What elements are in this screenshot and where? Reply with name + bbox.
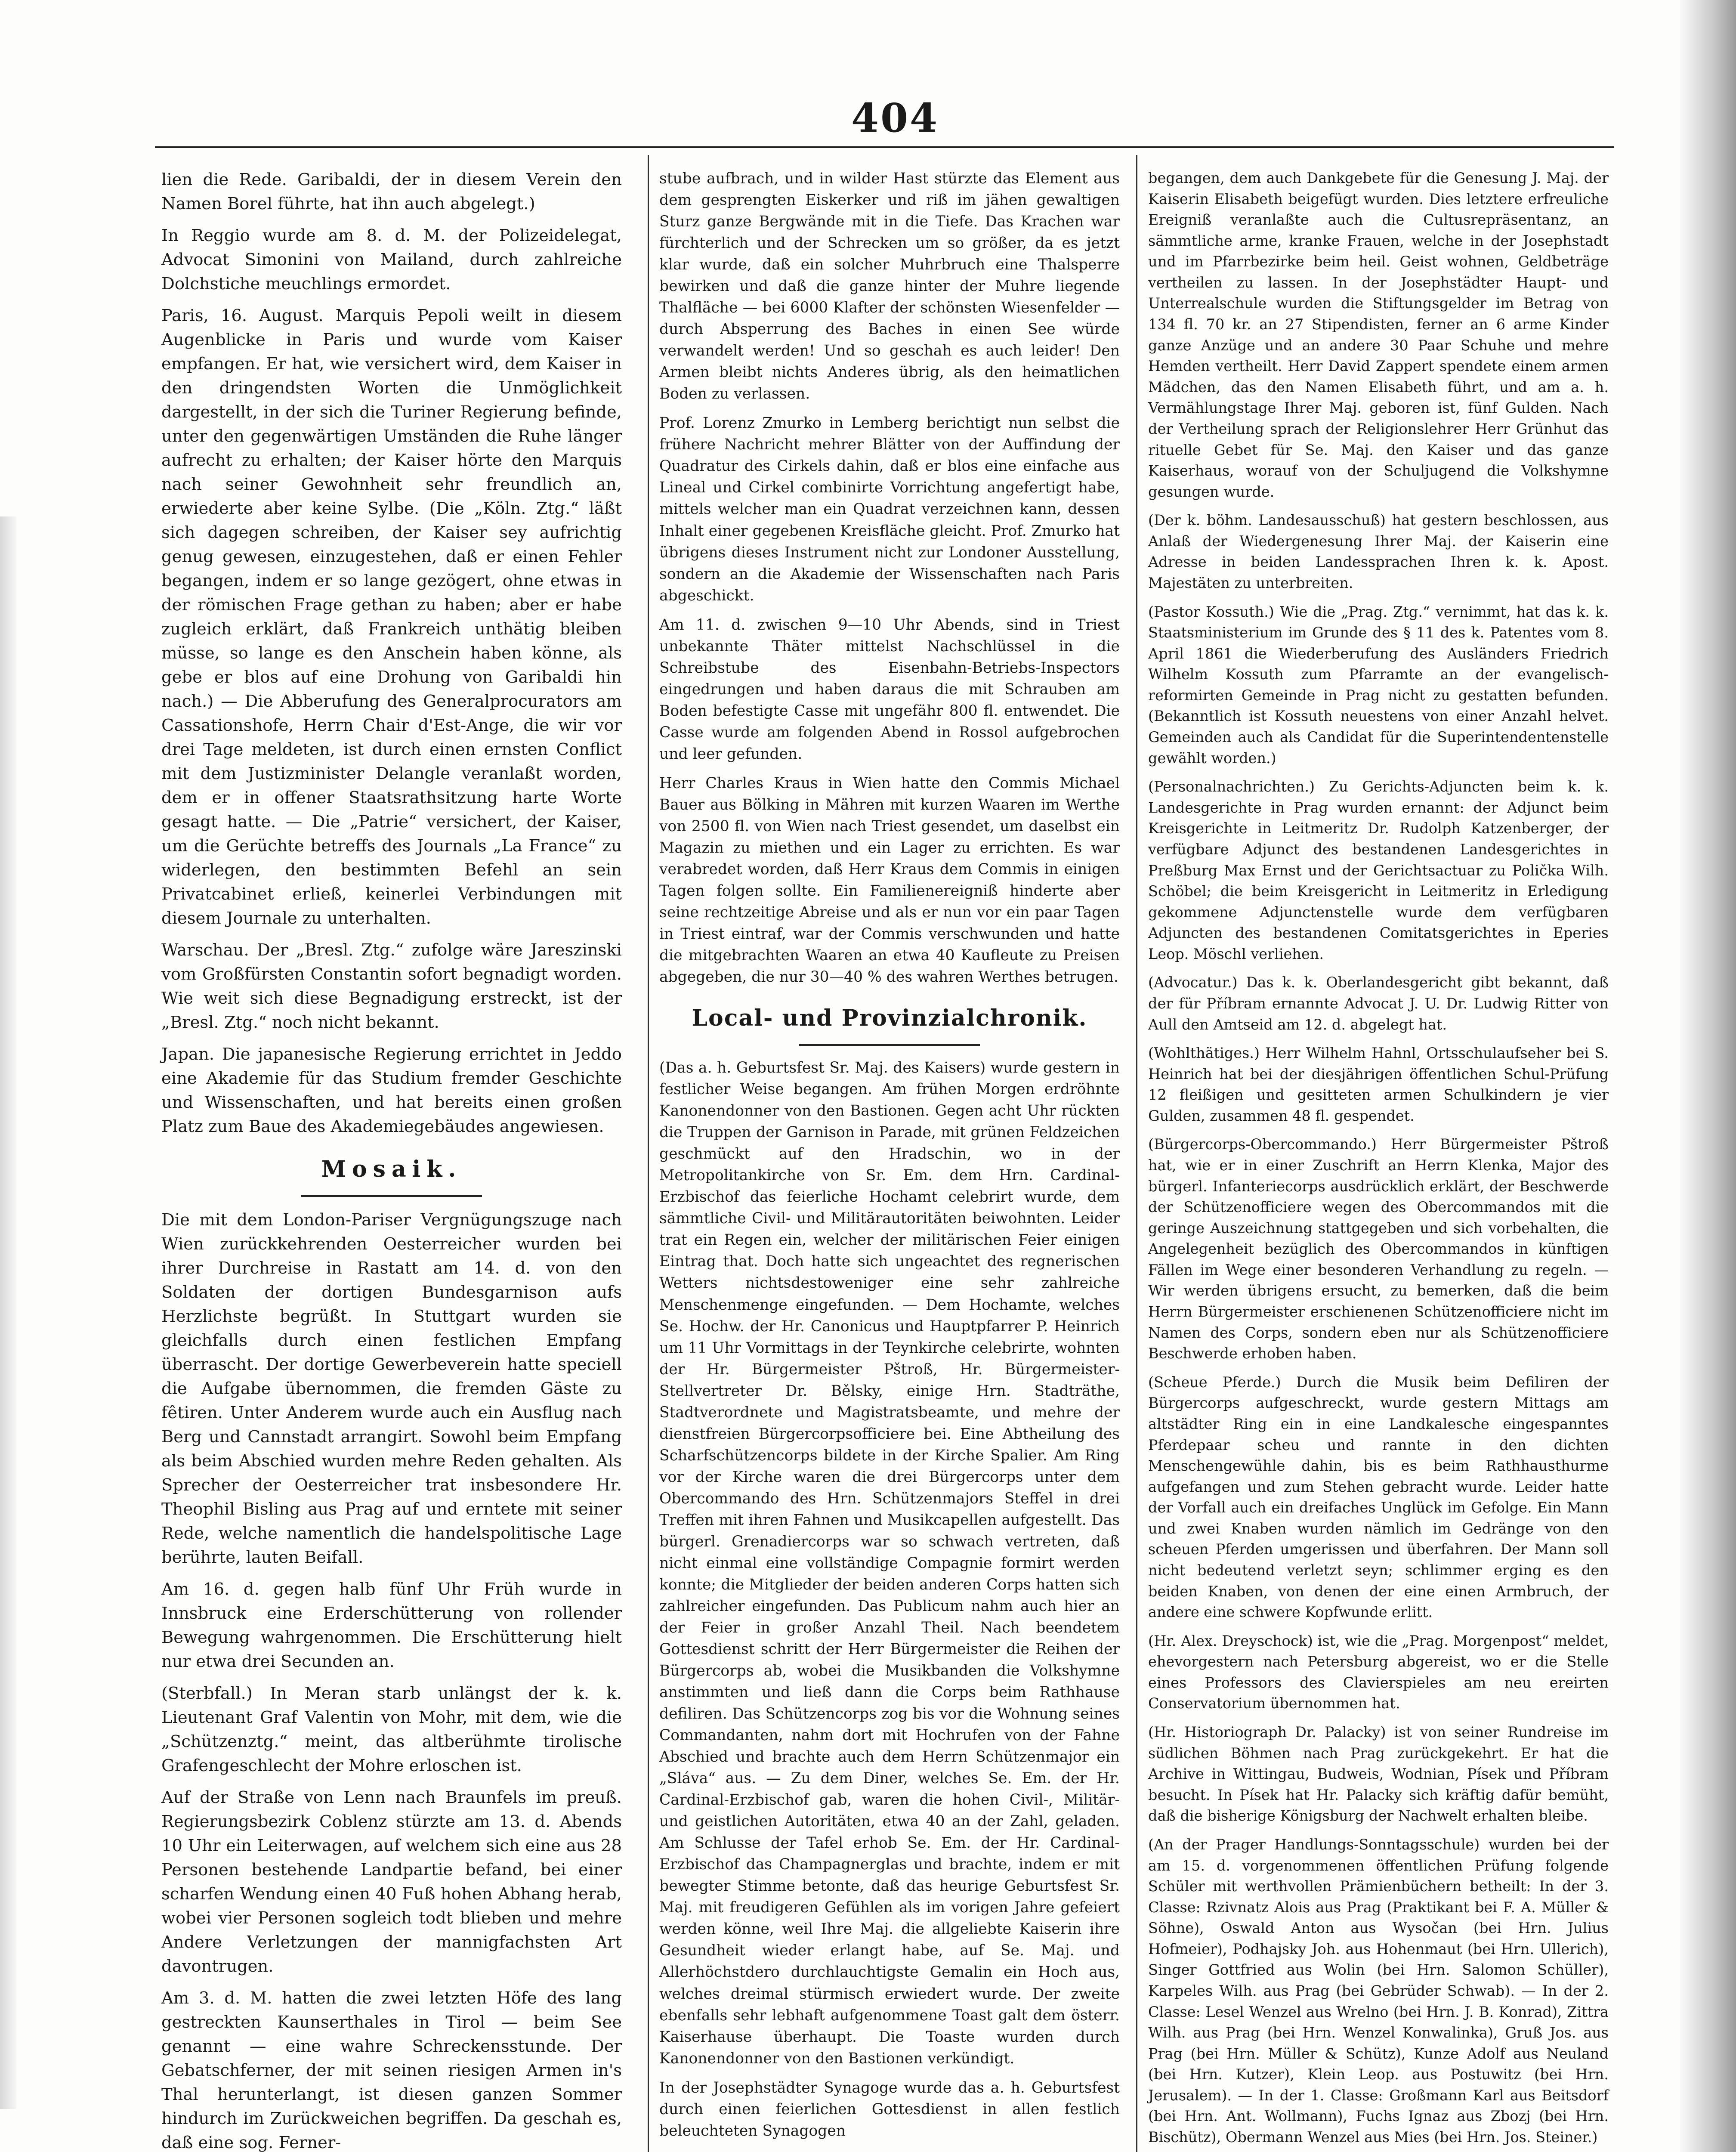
article-paragraph: Prof. Lorenz Zmurko in Lemberg berichtigt nun selbst die frühere Nachricht mehrer Blätter von der Auffindung der Quadratur des Cirkels dahin, daß er blos eine einfache aus Lineal und Cirkel combinirte Vorrichtung angefertigt habe, mittels welcher man ein Quadrat verzeichnen kann, dessen Inhalt einer gegebenen Kreisfläche gleicht. Prof. Zmurko hat übrigens dieses Instrument nicht zur Londoner Ausstellung, sondern an die Akademie der Wissenschaften nach Paris abgeschickt. (659, 414, 1120, 604)
article-paragraph: Am 16. d. gegen halb fünf Uhr Früh wurde in Innsbruck eine Erderschütterung von rollender Bewegung wahrgenommen. Die Erschütterung hielt nur etwa drei Secunden an. (161, 1580, 622, 1671)
heading-rule (799, 1044, 980, 1046)
page-number: 404 (851, 95, 939, 141)
article-paragraph: (Pastor Kossuth.) Wie die „Prag. Ztg.“ vernimmt, hat das k. k. Staatsministerium im Grunde des § 11 des k. Patentes vom 8. April 1861 die Wiederberufung des Ausländers Friedrich Wilhelm Kossuth zum Pfarramte an der evangelisch-reformirten Gemeinde in Prag nicht zu gestatten befunden. (Bekanntlich ist Kossuth neuestens von einer Anzahl helvet. Gemeinden auch als Candidat für die Superintendentenstelle gewählt worden.) (1148, 603, 1609, 767)
article-paragraph: begangen, dem auch Dankgebete für die Genesung J. Maj. der Kaiserin Elisabeth beigefügt wurden. Dies letztere erfreuliche Ereigniß veranlaßte auch die Cultusrepräsentanz, an sämmtliche arme, kranke Frauen, welche in der Josephstadt und im Pfarrbezirke beim heil. Geist wohnen, Geldbeträge vertheilen zu lassen. In der Josephstädter Haupt- und Unterrealschule wurden die Stiftungsgelder im Betrag von 134 fl. 70 kr. an 27 Stipendisten, ferner an 6 arme Kinder ganze Anzüge und an andere 30 Paar Schuhe und mehre Hemden vertheilt. Herr David Zappert spendete einem armen Mädchen, das den Namen Elisabeth führt, und am a. h. Vermählungstage Ihrer Maj. geboren ist, fünf Gulden. Nach der Vertheilung sprach der Religionslehrer Herr Grünhut das rituelle Gebet für Se. Maj. den Kaiser und das ganze Kaiserhaus, worauf von der Schuljugend die Volkshymne gesungen wurde. (1148, 170, 1609, 500)
column-1 (161, 168, 622, 2152)
article-paragraph: In der Josephstädter Synagoge wurde das a. h. Geburtsfest durch einen feierlichen Gottesdienst in allen festlich beleuchteten Synagogen (659, 2079, 1120, 2140)
page-edge-shadow (1680, 0, 1736, 2152)
article-paragraph: Die mit dem London-Pariser Vergnügungszuge nach Wien zurückkehrenden Oesterreicher wurden bei ihrer Durchreise in Rastatt am 14. d. von den Soldaten der dortigen Bundesgarnison aufs Herzlichste begrüßt. In Stuttgart wurden sie gleichfalls durch einen festlichen Empfang überrascht. Der dortige Gewerbeverein hatte speciell die Aufgabe übernommen, die fremden Gäste zu fêtiren. Unter Anderem wurde auch ein Ausflug nach Berg und Cannstadt arrangirt. Sowohl beim Empfang als beim Abschied wurden mehre Reden gehalten. Als Sprecher der Oesterreicher trat insbesondere Hr. Theophil Bisling aus Prag auf und erntete mit seiner Rede, welche namentlich die handelspolitische Lage berührte, lauten Beifall. (161, 1210, 622, 1567)
article-paragraph: (Bürgercorps-Obercommando.) Herr Bürgermeister Pštroß hat, wie er in einer Zuschrift an Herrn Klenka, Major des bürgerl. Infanteriecorps ausdrücklich erklärt, der Beschwerde der Schützenofficiere wegen des Obercommandos mit die geringe Auszeichnung stattgegeben und sich vorbehalten, die Angelegenheit bezüglich des Obercommandos in künftigen Fällen im Wege einer besonderen Verhandlung zu regeln. — Wir werden übrigens ersucht, zu bemerken, daß die beim Herrn Bürgermeister erschienenen Schützenofficiere nicht im Namen des Corps, sondern eben nur als Schützenofficiere Beschwerde erhoben haben. (1148, 1136, 1609, 1362)
article-paragraph: (Personalnachrichten.) Zu Gerichts-Adjuncten beim k. k. Landesgerichte in Prag wurden ernannt: der Adjunct beim Kreisgerichte in Leitmeritz Dr. Rudolph Katzenberger, der verfügbare Adjunct des bestandenen Landesgerichtes in Preßburg Max Ernst und der Gerichtsactuar zu Polička Wilh. Schöbel; die beim Kreisgericht in Leitmeritz in Erledigung gekommene Adjunctenstelle wurde dem verfügbaren Adjuncten des bestandenen Comitatsgerichtes in Eperies Leop. Möschl verliehen. (1148, 778, 1609, 962)
article-paragraph: Am 11. d. zwischen 9—10 Uhr Abends, sind in Triest unbekannte Thäter mittelst Nachschlüssel in die Schreibstube des Eisenbahn-Betriebs-Inspectors eingedrungen und haben daraus die mit Schrauben am Boden befestigte Casse mit ungefähr 800 fl. entwendet. Die Casse wurde am folgenden Abend in Rossol aufgebrochen und leer gefunden. (659, 616, 1120, 763)
column-3 (1148, 168, 1609, 2152)
article-paragraph: In Reggio wurde am 8. d. M. der Polizeidelegat, Advocat Simonini von Mailand, durch zahlreiche Dolchstiche meuchlings ermordet. (161, 226, 622, 294)
article-paragraph: (Sterbfall.) In Meran starb unlängst der k. k. Lieutenant Graf Valentin von Mohr, mit dem, wie die „Schützenztg.“ meint, das altberühmte tirolische Grafengeschlecht der Mohre erloschen ist. (161, 1684, 622, 1775)
article-paragraph: Paris, 16. August. Marquis Pepoli weilt in diesem Augenblicke in Paris und wurde vom Kaiser empfangen. Er hat, wie versichert wird, dem Kaiser in den dringendsten Worten die Unmöglichkeit dargestellt, in der sich die Turiner Regierung befinde, unter den gegenwärtigen Umständen die Ruhe länger aufrecht zu erhalten; der Kaiser hörte den Marquis nach seiner Gewohnheit sehr freundlich an, erwiederte aber keine Sylbe. (Die „Köln. Ztg.“ läßt sich dagegen schreiben, der Kaiser sey aufrichtig genug gewesen, einzugestehen, daß er einen Fehler begangen, indem er so lange gezögert, ohne etwas in der römischen Frage gethan zu haben; aber er habe zugleich erklärt, daß Frankreich unthätig bleiben müsse, so lange es den Anschein haben könne, als gebe er blos auf eine Drohung von Garibaldi hin nach.) — Die Abberufung des Generalprocurators am Cassationshofe, Herrn Chair d'Est-Ange, die wir vor drei Tage meldeten, ist durch einen ernsten Conflict mit dem Justizminister Delangle veranlaßt worden, dem er in offener Staatsrathsitzung harte Worte gesagt hatte. — Die „Patrie“ versichert, der Kaiser, um die Gerüchte betreffs des Journals „La France“ zu widerlegen, den bestimmten Befehl an sein Privatcabinet erließ, keinerlei Verbindungen mit diesem Journale zu unterhalten. (161, 306, 622, 928)
article-paragraph: (Der k. böhm. Landesausschuß) hat gestern beschlossen, aus Anlaß der Wiedergenesung Ihrer Maj. der Kaiserin eine Adresse in beiden Landessprachen Ihren k. k. Apost. Majestäten zu unterbreiten. (1148, 512, 1609, 591)
article-paragraph: (Das a. h. Geburtsfest Sr. Maj. des Kaisers) wurde gestern in festlicher Weise begangen. Am frühen Morgen erdröhnte Kanonendonner von den Bastionen. Gegen acht Uhr rückten die Truppen der Garnison in Parade, mit grünen Feldzeichen geschmückt auf den Hradschin, wo in der Metropolitankirche von Sr. Em. dem Hrn. Cardinal-Erzbischof das feierliche Hochamt celebrirt wurde, dem sämmtliche Civil- und Militärautoritäten beiwohnten. Leider trat ein Regen ein, welcher der militärischen Feier einigen Eintrag that. Doch hatte sich ungeachtet des regnerischen Wetters nichtsdestoweniger eine sehr zahlreiche Menschenmenge eingefunden. — Dem Hochamte, welches Se. Hochw. der Hr. Canonicus und Hauptpfarrer P. Heinrich um 11 Uhr Vormittags in der Teynkirche celebrirte, wohnten der Hr. Bürgermeister Pštroß, Hr. Bürgermeister-Stellvertreter Dr. Bělsky, einige Hrn. Stadträthe, Stadtverordnete und Magistratsbeamte, und mehre der dienstfreien Bürgercorpsofficiere bei. Eine Abtheilung des Scharfschützencorps bildete in der Kirche Spalier. Am Ring vor der Kirche waren die drei Bürgercorps unter dem Obercommando des Hrn. Schützenmajors Steffel in drei Treffen mit ihren Fahnen und Musikcapellen aufgestellt. Das bürgerl. Grenadiercorps war so schwach vertreten, daß nicht einmal eine vollständige Compagnie formirt werden konnte; die Mitglieder der beiden anderen Corps hatten sich zahlreicher eingefunden. Das Publicum nahm auch hier an der Feier in großer Anzahl Theil. Nach beendetem Gottesdienst schritt der Herr Bürgermeister die Reihen der Bürgercorps ab, wobei die Musikbanden die Volkshymne anstimmten und ließ dann die Corps beim Rathhause defiliren. Das Schützencorps zog bis vor die Wohnung seines Commandanten, nahm dort mit Hochrufen von der Fahne Abschied und brachte auch dem Herrn Schützenmajor ein „Sláva“ aus. — Zu dem Diner, welches Se. Em. der Hr. Cardinal-Erzbischof gab, waren die hohen Civil-, Militär- und geistlichen Autoritäten, etwa 40 an der Zahl, geladen. Am Schlusse der Tafel erhob Se. Em. der Hr. Cardinal-Erzbischof das Champagnerglas und brachte, indem er mit bewegter Stimme betonte, daß das heurige Geburtsfest Sr. Maj. mit freudigeren Gefühlen als im vorigen Jahre gefeiert werden könne, weil Ihre Maj. die allgeliebte Kaiserin ihre Gesundheit wieder erlangt habe, auf Se. Maj. und Allerhöchstdero durchlauchtigste Gemalin ein Hoch aus, welches dreimal stürmisch erwiedert wurde. Der zweite ebenfalls sehr lebhaft aufgenommene Toast galt dem österr. Kaiserhause überhaupt. Die Toaste wurden durch Kanonendonner von den Bastionen verkündigt. (659, 1059, 1120, 2067)
article-paragraph: Auf der Straße von Lenn nach Braunfels im preuß. Regierungsbezirk Coblenz stürzte am 13. d. Abends 10 Uhr ein Leiterwagen, auf welchem sich eine aus 28 Personen bestehende Landpartie befand, bei einer scharfen Wendung einen 40 Fuß hohen Abhang herab, wobei vier Personen sogleich todt blieben und mehre Andere Verletzungen der mannigfachsten Art davontrugen. (161, 1788, 622, 1976)
column-divider (648, 155, 649, 2152)
header-rule (155, 146, 1614, 148)
article-paragraph: Warschau. Der „Bresl. Ztg.“ zufolge wäre Jareszinski vom Großfürsten Constantin sofort begnadigt worden. Wie weit sich diese Begnadigung erstreckt, ist der „Bresl. Ztg.“ noch nicht bekannt. (161, 940, 622, 1032)
article-paragraph: (Hr. Historiograph Dr. Palacky) ist von seiner Rundreise im südlichen Böhmen nach Prag zurückgekehrt. Er hat die Archive in Wittingau, Budweis, Wodnian, Písek und Příbram besucht. In Písek hat Hr. Palacky sich kräftig dafür bemüht, daß die bisherige Königsburg der Nachwelt erhalten bleibe. (1148, 1724, 1609, 1824)
heading-rule (301, 1195, 482, 1197)
article-paragraph: (An der Prager Handlungs-Sonntagsschule) wurden bei der am 15. d. vorgenommenen öffentlichen Prüfung folgende Schüler mit werthvollen Prämienbüchern betheilt: In der 3. Classe: Rzivnatz Alois aus Prag (Praktikant bei F. A. Müller & Söhne), Oswald Anton aus Wysočan (bei Hrn. Julius Hofmeier), Podhajsky Joh. aus Hohenmaut (bei Hrn. Ullerich), Singer Gottfried aus Wolin (bei Hrn. Salomon Schüller), Karpeles Wilh. aus Prag (bei Gebrüder Schwab). — In der 2. Classe: Lesel Wenzel aus Wrelno (bei Hrn. J. B. Konrad), Zittra Wilh. aus Prag (bei Hrn. Wenzel Konwalinka), Gruß Jos. aus Prag (bei Hrn. Müller & Schütz), Kunze Adolf aus Neuland (bei Hrn. Kutzer), Klein Leop. aus Postuwitz (bei Hrn. Jerusalem). — In der 1. Classe: Großmann Karl aus Beitsdorf (bei Hrn. Ant. Wollmann), Fuchs Ignaz aus Zbozj (bei Hrn. Bischütz), Obermann Wenzel aus Mies (bei Hrn. Jos. Steiner.) (1148, 1836, 1609, 2146)
column-divider (1136, 155, 1137, 2152)
article-paragraph: (Advocatur.) Das k. k. Oberlandesgericht gibt bekannt, daß der für Příbram ernannte Advocat J. U. Dr. Ludwig Ritter von Aull den Amtseid am 12. d. abgelegt hat. (1148, 974, 1609, 1033)
section-heading-local-chronicle: Local- und Provinzialchronik. (692, 1005, 1087, 1032)
column-2 (659, 168, 1120, 2149)
article-paragraph: Japan. Die japanesische Regierung errichtet in Jeddo eine Akademie für das Studium fremder Geschichte und Wissenschaften, und hat bereits einen großen Platz zum Baue des Akademiegebäudes angewiesen. (161, 1045, 622, 1136)
binding-edge (0, 516, 16, 2109)
article-paragraph: Herr Charles Kraus in Wien hatte den Commis Michael Bauer aus Bölking in Mähren mit kurzen Waaren im Werthe von 2500 fl. von Wien nach Triest gesendet, um daselbst ein Magazin zu miethen und ein Lager zu errichten. Es war verabredet worden, daß Herr Kraus dem Commis in einigen Tagen folgen sollte. Ein Familienereigniß hinderte aber seine rechtzeitige Abreise und als er nun vor ein paar Tagen in Triest eintraf, war der Commis verschwunden und hatte die mitgebrachten Waaren an etwa 40 Kaufleute zu Preisen abgegeben, die nur 30—40 % des wahren Werthes betrugen. (659, 774, 1120, 986)
article-paragraph: (Scheue Pferde.) Durch die Musik beim Defiliren der Bürgercorps aufgeschreckt, wurde gestern Mittags am altstädter Ring ein in eine Landkalesche eingespanntes Pferdepaar scheu und rannte in den dichten Menschengewühle dahin, bis es beim Rathhausthurme aufgefangen und zum Stehen gebracht wurde. Leider hatte der Vorfall auch ein dreifaches Unglück im Gefolge. Ein Mann und zwei Knaben wurden nämlich im Gedränge von den scheuen Pferden umgerissen und überfahren. Der Mann soll nicht bedeutend verletzt seyn; schlimmer erging es den beiden Knaben, von denen der eine einen Armbruch, der andere eine schwere Kopfwunde erlitt. (1148, 1373, 1609, 1621)
section-heading-mosaik: Mosaik. (321, 1156, 462, 1182)
article-paragraph: stube aufbrach, und in wilder Hast stürzte das Element aus dem gesprengten Eiskerker und riß im jähen gewaltigen Sturz ganze Bergwände mit in die Tiefe. Das Krachen war fürchterlich und der Schrecken um so größer, da es jetzt klar wurde, daß ein solcher Muhrbruch eine Thalsperre bewirken und daß die ganze hinter der Muhre liegende Thalfläche — bei 6000 Klafter der schönsten Wiesenfelder — durch Absperrung des Baches in einen See würde verwandelt werden! Und so geschah es auch leider! Den Armen bleibt nichts Anderes übrig, als den heimatlichen Boden zu verlassen. (659, 170, 1120, 403)
article-paragraph: lien die Rede. Garibaldi, der in diesem Verein den Namen Borel führte, hat ihn auch abgelegt.) (161, 170, 622, 213)
article-paragraph: (Hr. Alex. Dreyschock) ist, wie die „Prag. Morgenpost“ meldet, ehevorgestern nach Petersburg abgereist, wo er die Stelle eines Professors des Clavierspieles am neu ereirten Conservatorium übernommen hat. (1148, 1632, 1609, 1712)
article-paragraph: Am 3. d. M. hatten die zwei letzten Höfe des lang gestreckten Kaunserthales in Tirol — beim See genannt — eine wahre Schreckensstunde. Der Gebatschferner, der mit seinen riesigen Armen in's Thal herunterlangt, ist diesen ganzen Sommer hindurch im Zurückweichen begriffen. Da geschah es, daß eine sog. Ferner- (161, 1988, 622, 2152)
article-paragraph: (Wohlthätiges.) Herr Wilhelm Hahnl, Ortsschulaufseher bei S. Heinrich hat bei der diesjährigen öffentlichen Schul-Prüfung 12 fleißigen und gesitteten armen Schulkindern je vier Gulden, zusammen 48 fl. gespendet. (1148, 1045, 1609, 1124)
